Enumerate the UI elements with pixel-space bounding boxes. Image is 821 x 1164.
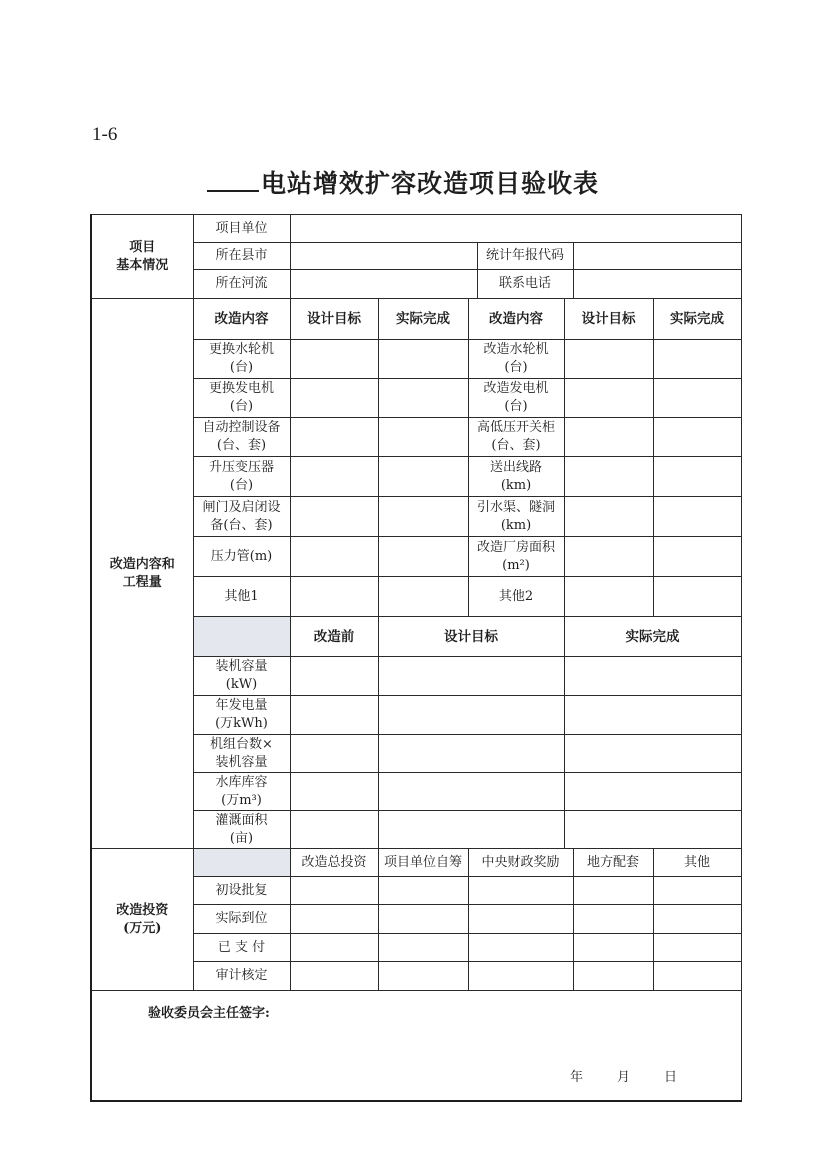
actual-cell[interactable] <box>564 811 741 849</box>
month-label: 月 <box>617 1070 631 1085</box>
actual-cell[interactable] <box>378 340 468 379</box>
investment-cell[interactable] <box>468 877 573 905</box>
design-target-cell[interactable] <box>290 577 378 617</box>
design-target-cell[interactable] <box>290 340 378 379</box>
design-target-cell[interactable] <box>564 577 653 617</box>
investment-cell[interactable] <box>653 934 741 962</box>
works-item-label: 压力管(m) <box>193 537 290 577</box>
investment-cell[interactable] <box>378 962 468 991</box>
investment-cell[interactable] <box>378 877 468 905</box>
investment-row-label: 实际到位 <box>193 905 290 934</box>
actual-cell[interactable] <box>564 735 741 773</box>
design-target-cell[interactable] <box>564 379 653 418</box>
actual-cell[interactable] <box>653 537 741 577</box>
works-item-label: 更换水轮机 (台) <box>193 340 290 379</box>
before-cell[interactable] <box>290 773 378 811</box>
compare-item-label: 年发电量 (万kWh) <box>193 696 290 735</box>
document-number: 1-6 <box>92 124 118 145</box>
shaded-corner-cell <box>193 849 290 877</box>
investment-cell[interactable] <box>653 962 741 991</box>
investment-header: 中央财政奖励 <box>468 849 573 877</box>
investment-header: 项目单位自筹 <box>378 849 468 877</box>
investment-cell[interactable] <box>378 934 468 962</box>
actual-cell[interactable] <box>378 457 468 497</box>
investment-cell[interactable] <box>290 905 378 934</box>
design-target-cell[interactable] <box>564 418 653 457</box>
works-item-label: 改造发电机 (台) <box>468 379 564 418</box>
stats-code-value-cell[interactable] <box>573 243 741 270</box>
compare-item-label: 灌溉面积 (亩) <box>193 811 290 849</box>
investment-cell[interactable] <box>290 934 378 962</box>
design-target-cell[interactable] <box>564 457 653 497</box>
investment-header: 其他 <box>653 849 741 877</box>
investment-cell[interactable] <box>468 905 573 934</box>
design-target-cell[interactable] <box>564 537 653 577</box>
actual-cell[interactable] <box>378 379 468 418</box>
design-target-cell[interactable] <box>564 497 653 537</box>
works-item-label: 自动控制设备 (台、套) <box>193 418 290 457</box>
investment-cell[interactable] <box>573 877 653 905</box>
compare-item-label: 水库库容 (万m³) <box>193 773 290 811</box>
works-item-label: 引水渠、隧洞 (km) <box>468 497 564 537</box>
phone-label: 联系电话 <box>477 270 573 299</box>
investment-section-label: 改造投资 (万元) <box>91 849 193 991</box>
actual-cell[interactable] <box>653 340 741 379</box>
before-cell[interactable] <box>290 811 378 849</box>
county-label: 所在县市 <box>193 243 290 270</box>
design-target-cell[interactable] <box>290 379 378 418</box>
investment-cell[interactable] <box>378 905 468 934</box>
basic-info-section-label: 项目 基本情况 <box>91 215 193 299</box>
design-target-cell[interactable] <box>290 537 378 577</box>
compare-header: 改造前 <box>290 617 378 657</box>
investment-cell[interactable] <box>468 962 573 991</box>
design-target-cell[interactable] <box>378 735 564 773</box>
works-header: 设计目标 <box>290 299 378 340</box>
actual-cell[interactable] <box>564 657 741 696</box>
works-item-label: 其他1 <box>193 577 290 617</box>
investment-cell[interactable] <box>653 905 741 934</box>
works-item-label: 送出线路 (km) <box>468 457 564 497</box>
works-header: 设计目标 <box>564 299 653 340</box>
actual-cell[interactable] <box>653 457 741 497</box>
works-item-label: 改造厂房面积 (m²) <box>468 537 564 577</box>
actual-cell[interactable] <box>378 577 468 617</box>
actual-cell[interactable] <box>653 577 741 617</box>
works-header: 改造内容 <box>193 299 290 340</box>
investment-cell[interactable] <box>573 962 653 991</box>
unit-value-cell[interactable] <box>290 215 741 243</box>
actual-cell[interactable] <box>564 773 741 811</box>
compare-header: 设计目标 <box>378 617 564 657</box>
design-target-cell[interactable] <box>290 418 378 457</box>
actual-cell[interactable] <box>564 696 741 735</box>
actual-cell[interactable] <box>653 418 741 457</box>
investment-row-label: 初设批复 <box>193 877 290 905</box>
actual-cell[interactable] <box>378 537 468 577</box>
compare-item-label: 装机容量 (kW) <box>193 657 290 696</box>
investment-cell[interactable] <box>573 905 653 934</box>
works-header: 实际完成 <box>653 299 741 340</box>
works-item-label: 改造水轮机 (台) <box>468 340 564 379</box>
design-target-cell[interactable] <box>290 497 378 537</box>
design-target-cell[interactable] <box>378 657 564 696</box>
unit-label: 项目单位 <box>193 215 290 243</box>
form-title <box>207 164 599 200</box>
actual-cell[interactable] <box>378 418 468 457</box>
investment-header: 地方配套 <box>573 849 653 877</box>
actual-cell[interactable] <box>653 497 741 537</box>
before-cell[interactable] <box>290 696 378 735</box>
design-target-cell[interactable] <box>290 457 378 497</box>
design-target-cell[interactable] <box>378 773 564 811</box>
before-cell[interactable] <box>290 735 378 773</box>
investment-header: 改造总投资 <box>290 849 378 877</box>
works-item-label: 更换发电机 (台) <box>193 379 290 418</box>
works-item-label: 高低压开关柜 (台、套) <box>468 418 564 457</box>
works-header: 实际完成 <box>378 299 468 340</box>
actual-cell[interactable] <box>653 379 741 418</box>
design-target-cell[interactable] <box>378 811 564 849</box>
shaded-corner-cell <box>193 617 290 657</box>
actual-cell[interactable] <box>378 497 468 537</box>
works-section-label: 改造内容和 工程量 <box>91 299 193 849</box>
works-item-label: 其他2 <box>468 577 564 617</box>
design-target-cell[interactable] <box>378 696 564 735</box>
investment-cell[interactable] <box>653 877 741 905</box>
investment-row-label: 已 支 付 <box>193 934 290 962</box>
stats-code-label: 统计年报代码 <box>477 243 573 270</box>
investment-row-label: 审计核定 <box>193 962 290 991</box>
station-name-blank[interactable] <box>207 170 259 192</box>
investment-cell[interactable] <box>290 877 378 905</box>
investment-cell[interactable] <box>290 962 378 991</box>
river-label: 所在河流 <box>193 270 290 299</box>
works-item-label: 升压变压器 (台) <box>193 457 290 497</box>
year-label: 年 <box>570 1070 584 1085</box>
phone-value-cell[interactable] <box>573 270 741 299</box>
acceptance-form-table <box>90 214 742 1102</box>
signature-date <box>570 1069 711 1087</box>
signature-area[interactable] <box>91 991 741 1101</box>
compare-header: 实际完成 <box>564 617 741 657</box>
works-item-label: 闸门及启闭设 备(台、套) <box>193 497 290 537</box>
river-value-cell[interactable] <box>290 270 477 299</box>
design-target-cell[interactable] <box>564 340 653 379</box>
day-label: 日 <box>664 1070 678 1085</box>
form-title-text: 电站增效扩容改造项目验收表 <box>261 169 600 198</box>
investment-cell[interactable] <box>468 934 573 962</box>
works-header: 改造内容 <box>468 299 564 340</box>
compare-item-label: 机组台数× 装机容量 <box>193 735 290 773</box>
county-value-cell[interactable] <box>290 243 477 270</box>
before-cell[interactable] <box>290 657 378 696</box>
signature-label: 验收委员会主任签字: <box>148 1006 270 1021</box>
investment-cell[interactable] <box>573 934 653 962</box>
